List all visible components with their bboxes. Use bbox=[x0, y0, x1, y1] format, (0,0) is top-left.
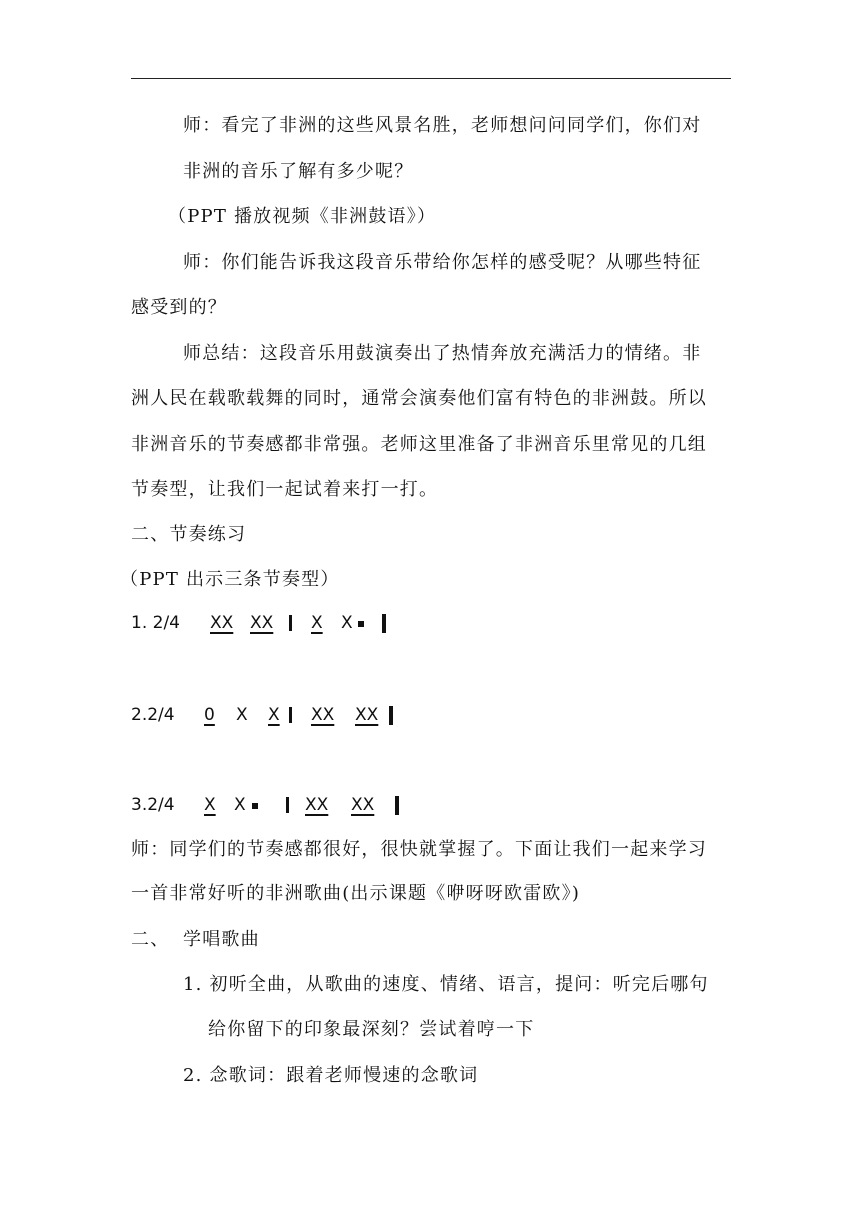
paragraph-line-9: 节奏型，让我们一起试着来打一打。 bbox=[131, 479, 439, 500]
rhythm-3-note: X bbox=[204, 795, 216, 815]
dot-extension bbox=[252, 803, 258, 809]
rhythm-3-note: XX bbox=[305, 795, 329, 815]
rhythm-3-prefix: 3.2/4 bbox=[131, 795, 175, 815]
ppt-video-note: （PPT 播放视频《非洲鼓语》） bbox=[168, 206, 437, 227]
header-rule bbox=[131, 78, 731, 79]
rhythm-1-prefix: 1. 2/4 bbox=[131, 613, 180, 633]
list-item-1: 1. 初听全曲，从歌曲的速度、情绪、语言，提问：听完后哪句 bbox=[183, 974, 709, 995]
rhythm-1-note: XX bbox=[250, 613, 274, 633]
paragraph-line-2: 非洲的音乐了解有多少呢？ bbox=[183, 161, 414, 182]
barline bbox=[289, 707, 292, 723]
end-barline bbox=[389, 706, 393, 725]
rhythm-3-note: X bbox=[234, 795, 246, 815]
list-item-1-cont: 给你留下的印象最深刻？尝试着哼一下 bbox=[208, 1019, 535, 1040]
rhythm-2-note: XX bbox=[311, 705, 335, 725]
list-item-2: 2. 念歌词：跟着老师慢速的念歌词 bbox=[183, 1065, 479, 1086]
end-barline bbox=[395, 796, 399, 815]
end-barline bbox=[382, 614, 386, 633]
barline bbox=[289, 615, 292, 631]
section-number: 二、 bbox=[131, 929, 170, 950]
rhythm-2-note: X bbox=[268, 705, 280, 725]
rhythm-2-prefix: 2.2/4 bbox=[131, 705, 175, 725]
paragraph-line-4: 师：你们能告诉我这段音乐带给你怎样的感受呢？从哪些特征 bbox=[183, 252, 702, 273]
rhythm-1-note: X bbox=[311, 613, 323, 633]
barline bbox=[286, 797, 289, 813]
paragraph-line-1: 师：看完了非洲的这些风景名胜，老师想问问同学们，你们对 bbox=[183, 115, 702, 136]
rhythm-2-note: X bbox=[236, 705, 248, 725]
rhythm-2-note: XX bbox=[355, 705, 379, 725]
paragraph-after-2: 一首非常好听的非洲歌曲(出示课题《咿呀呀欧雷欧》) bbox=[131, 883, 581, 904]
ppt-rhythm-note: （PPT 出示三条节奏型） bbox=[120, 569, 340, 590]
paragraph-line-6: 师总结：这段音乐用鼓演奏出了热情奔放充满活力的情绪。非 bbox=[183, 343, 702, 364]
rhythm-3-note: XX bbox=[351, 795, 375, 815]
paragraph-line-7: 洲人民在载歌载舞的同时，通常会演奏他们富有特色的非洲鼓。所以 bbox=[131, 388, 707, 409]
rhythm-2-note: 0 bbox=[204, 705, 215, 725]
paragraph-line-5: 感受到的？ bbox=[131, 297, 227, 318]
dot-extension bbox=[358, 621, 364, 627]
section-heading-singing: 学唱歌曲 bbox=[183, 929, 260, 950]
paragraph-after-1: 师：同学们的节奏感都很好，很快就掌握了。下面让我们一起来学习 bbox=[131, 839, 707, 860]
rhythm-1-note: XX bbox=[210, 613, 234, 633]
paragraph-line-8: 非洲音乐的节奏感都非常强。老师这里准备了非洲音乐里常见的几组 bbox=[131, 434, 707, 455]
section-heading-rhythm: 二、节奏练习 bbox=[131, 524, 247, 545]
rhythm-1-note: X bbox=[341, 613, 353, 633]
